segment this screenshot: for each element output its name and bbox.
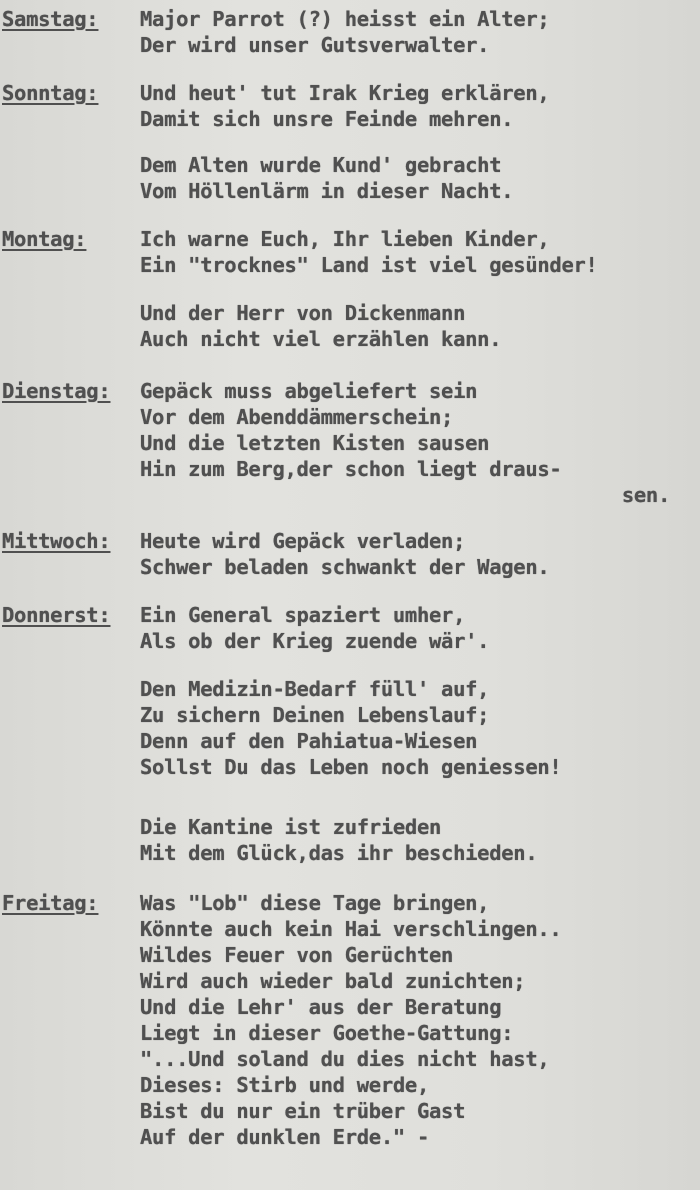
verse-line: Die Kantine ist zufrieden [140,815,442,839]
verse-line: Dem Alten wurde Kund' gebracht [140,153,502,177]
verse-line: Vom Höllenlärm in dieser Nacht. [140,179,514,203]
verse-line: Wildes Feuer von Gerüchten [140,943,454,967]
verse-line-continuation: sen. [621,483,670,507]
verse-line: Major Parrot (?) heisst ein Alter; [140,7,550,31]
verse-line: Auch nicht viel erzählen kann. [140,327,502,351]
verse-line: Den Medizin-Bedarf füll' auf, [140,677,490,701]
verse-line: Heute wird Gepäck verladen; [140,529,466,553]
verse-line: Hin zum Berg,der schon liegt draus- [140,457,562,481]
verse-line: "...Und soland du dies nicht hast, [140,1047,550,1071]
day-label: Samstag: [2,7,99,31]
verse-line: Könnte auch kein Hai verschlingen.. [140,917,562,941]
verse-line: Ein "trocknes" Land ist viel gesünder! [140,253,598,277]
day-label: Dienstag: [2,379,111,403]
verse-line: Ich warne Euch, Ihr lieben Kinder, [140,227,550,251]
day-label: Sonntag: [2,81,99,105]
verse-line: Zu sichern Deinen Lebenslauf; [140,703,490,727]
verse-line: Schwer beladen schwankt der Wagen. [140,555,550,579]
verse-line: Der wird unser Gutsverwalter. [140,33,490,57]
verse-line: Und die letzten Kisten sausen [140,431,490,455]
day-label: Donnerst: [2,603,111,627]
verse-line: Wird auch wieder bald zunichten; [140,969,526,993]
day-label: Montag: [2,227,87,251]
day-label: Freitag: [2,891,99,915]
verse-line: Sollst Du das Leben noch geniessen! [140,755,562,779]
verse-line: Liegt in dieser Goethe-Gattung: [140,1021,514,1045]
verse-line: Und heut' tut Irak Krieg erklären, [140,81,550,105]
verse-line: Ein General spaziert umher, [140,603,466,627]
verse-line: Mit dem Glück,das ihr beschieden. [140,841,538,865]
verse-line: Was "Lob" diese Tage bringen, [140,891,490,915]
verse-line: Dieses: Stirb und werde, [140,1073,430,1097]
day-label: Mittwoch: [2,529,111,553]
verse-line: Bist du nur ein trüber Gast [140,1099,466,1123]
verse-line: Damit sich unsre Feinde mehren. [140,107,514,131]
verse-line: Und die Lehr' aus der Beratung [140,995,502,1019]
verse-line: Gepäck muss abgeliefert sein [140,379,478,403]
verse-line: Als ob der Krieg zuende wär'. [140,629,490,653]
verse-line: Auf der dunklen Erde." - [140,1125,430,1149]
verse-line: Und der Herr von Dickenmann [140,301,466,325]
verse-line: Denn auf den Pahiatua-Wiesen [140,729,478,753]
verse-line: Vor dem Abenddämmerschein; [140,405,454,429]
